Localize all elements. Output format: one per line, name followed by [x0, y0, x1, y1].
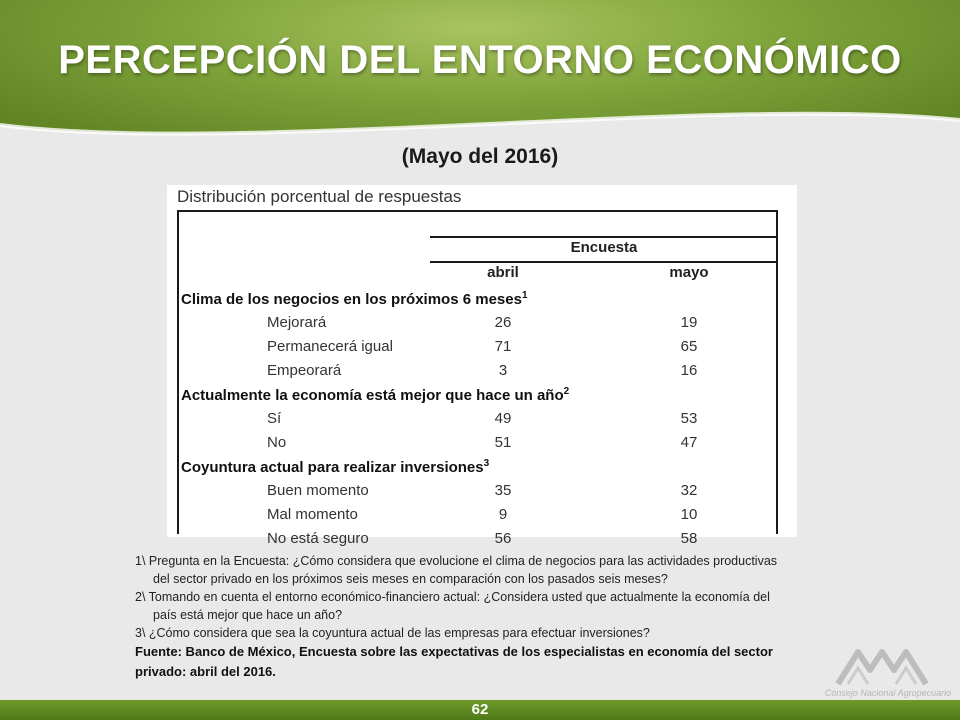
table-row — [179, 336, 776, 360]
page-subtitle: (Mayo del 2016) — [401, 145, 559, 168]
value-mayo: 47 — [680, 434, 698, 451]
value-abril: 51 — [494, 434, 512, 451]
row-label: No está seguro — [267, 530, 369, 547]
logo-text: Consejo Nacional Agropecuario — [824, 688, 952, 698]
footnotes — [135, 552, 835, 642]
value-abril: 49 — [494, 410, 512, 427]
value-mayo: 10 — [680, 506, 698, 523]
table-row — [179, 360, 776, 384]
section-label: Clima de los negocios en los próximos 6 meses — [181, 291, 522, 308]
section-row-economia — [179, 384, 776, 408]
footnote-1: 1\ Pregunta en la Encuesta: ¿Cómo considera que evolucione el clima de negocios para las actividades productivas — [135, 554, 778, 568]
footnote-2-continued: país está mejor que hace un año? — [153, 608, 343, 622]
row-label: Sí — [267, 410, 282, 427]
source-line-1: Fuente: Banco de México, Encuesta sobre las expectativas de los especialistas en economía del sector — [135, 644, 773, 659]
table-caption: Distribución porcentual de respuestas — [177, 187, 462, 206]
survey-table-panel — [167, 185, 797, 547]
header-rule-bottom — [430, 261, 778, 263]
value-abril: 9 — [498, 506, 508, 523]
survey-table — [177, 210, 778, 547]
value-abril: 71 — [494, 338, 512, 355]
section-row-clima — [179, 288, 776, 312]
footnote-ref: 1 — [521, 290, 528, 301]
footnote-3: 3\ ¿Cómo considera que sea la coyuntura actual de las empresas para efectuar inversiones? — [135, 626, 650, 640]
table-row — [179, 408, 776, 432]
row-label: No — [267, 434, 287, 451]
group-header-encuesta: Encuesta — [570, 239, 638, 256]
source-note — [135, 642, 835, 682]
page-title: PERCEPCIÓN DEL ENTORNO ECONÓMICO — [58, 38, 902, 82]
row-label: Mal momento — [267, 506, 358, 523]
page-number: 62 — [471, 701, 489, 718]
value-mayo: 53 — [680, 410, 698, 427]
section-label: Actualmente la economía está mejor que hace un año — [181, 387, 564, 404]
footnote-2: 2\ Tomando en cuenta el entorno económico-financiero actual: ¿Considera usted que actualmente la economía del — [135, 590, 770, 604]
table-row — [179, 312, 776, 336]
table-row — [179, 432, 776, 456]
footnote-ref: 2 — [563, 386, 570, 397]
table-row — [179, 480, 776, 504]
value-mayo: 16 — [680, 362, 698, 379]
table-row — [179, 528, 776, 552]
column-header-abril: abril — [487, 264, 519, 281]
value-abril: 35 — [494, 482, 512, 499]
cna-logo — [818, 640, 958, 702]
column-header-mayo: mayo — [669, 264, 709, 281]
value-mayo: 32 — [680, 482, 698, 499]
row-label: Buen momento — [267, 482, 369, 499]
value-abril: 26 — [494, 314, 512, 331]
footer-bar — [0, 700, 960, 720]
value-mayo: 58 — [680, 530, 698, 547]
header-rule-top — [430, 236, 778, 238]
row-label: Mejorará — [267, 314, 327, 331]
section-label: Coyuntura actual para realizar inversiones — [181, 459, 484, 476]
section-row-coyuntura — [179, 456, 776, 480]
footnote-1-continued: del sector privado en los próximos seis meses en comparación con los pasados seis meses? — [153, 572, 668, 586]
row-label: Permanecerá igual — [267, 338, 393, 355]
mountains-logo-icon — [818, 640, 958, 688]
value-abril: 3 — [498, 362, 508, 379]
footnote-ref: 3 — [483, 458, 490, 469]
source-line-2: privado: abril del 2016. — [135, 664, 276, 679]
value-mayo: 19 — [680, 314, 698, 331]
table-row — [179, 504, 776, 528]
row-label: Empeorará — [267, 362, 342, 379]
value-abril: 56 — [494, 530, 512, 547]
value-mayo: 65 — [680, 338, 698, 355]
